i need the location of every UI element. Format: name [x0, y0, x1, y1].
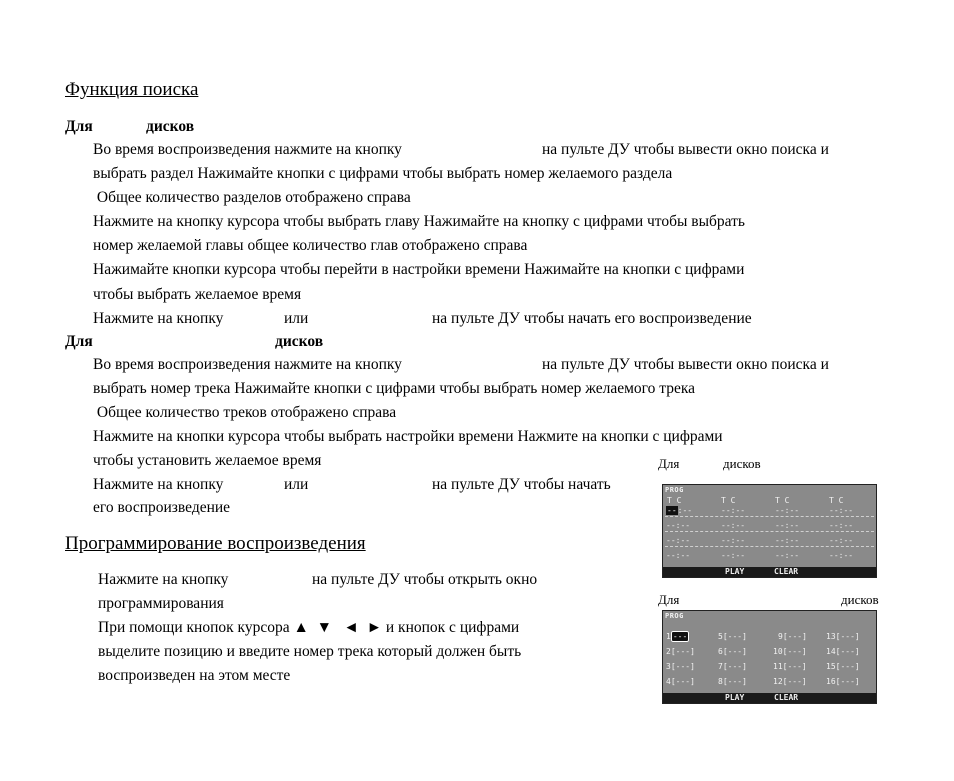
- osd-cell[interactable]: --:--: [829, 551, 854, 560]
- osd-clear-button[interactable]: CLEAR: [774, 567, 799, 576]
- cd-line-1b: на пульте ДУ чтобы вывести окно поиска и: [542, 356, 829, 373]
- cd-line-3: Общее количество треков отображено справа: [93, 404, 397, 421]
- dvd-line-8b: или: [284, 310, 309, 327]
- osd-slot[interactable]: 10[---]: [773, 647, 807, 656]
- osd-slot[interactable]: 9[---]: [778, 632, 807, 641]
- osd-cell[interactable]: --:--: [666, 536, 691, 545]
- osd-clear-button[interactable]: CLEAR: [774, 693, 799, 702]
- osd-cell[interactable]: --:--: [829, 521, 854, 530]
- osd-play-button[interactable]: PLAY: [725, 567, 745, 576]
- osd-cell[interactable]: --:--: [666, 551, 691, 560]
- cd-heading-suffix: дисков: [275, 333, 324, 350]
- osd-slot[interactable]: 7[---]: [718, 662, 747, 671]
- osd-slot[interactable]: 2[---]: [666, 647, 695, 656]
- dvd-line-3: Общее количество разделов отображено справа: [93, 189, 411, 206]
- osd-divider: [665, 546, 874, 547]
- cd-line-5: чтобы установить желаемое время: [93, 452, 322, 469]
- dvd-line-8a: Нажмите на кнопку: [93, 310, 224, 327]
- dvd-line-6: Нажимайте кнопки курсора чтобы перейти в настройки времени Нажимайте на кнопки с цифрами: [93, 261, 745, 278]
- cd-line-2: выбрать номер трека Нажимайте кнопки с цифрами чтобы выбрать номер желаемого трека: [93, 380, 696, 397]
- osd-prog-tag: PROG: [665, 486, 684, 494]
- program-line-1b: на пульте ДУ чтобы открыть окно: [312, 571, 538, 588]
- osd-prog-tag: PROG: [665, 612, 684, 620]
- screen2-caption-prefix: Для: [658, 592, 680, 607]
- osd-slot[interactable]: 11[---]: [773, 662, 807, 671]
- osd-divider: [665, 516, 874, 517]
- osd-col-header: T C: [667, 496, 682, 505]
- program-line-4: выделите позицию и введите номер трека который должен быть: [98, 643, 522, 660]
- osd-cell[interactable]: --:--: [721, 521, 746, 530]
- osd-slot[interactable]: 8[---]: [718, 677, 747, 686]
- dvd-line-2: выбрать раздел Нажимайте кнопки с цифрами чтобы выбрать номер желаемого раздела: [93, 165, 673, 182]
- cd-line-7: его воспроизведение: [93, 499, 231, 516]
- program-osd-screen: [662, 610, 877, 704]
- cd-line-6b: или: [284, 476, 309, 493]
- dvd-line-7: чтобы выбрать желаемое время: [93, 286, 302, 303]
- program-line-5: воспроизведен на этом месте: [98, 667, 291, 684]
- osd-footer-bar: [663, 567, 876, 577]
- program-section-title: Программирование воспроизведения: [65, 533, 366, 554]
- dvd-line-1b: на пульте ДУ чтобы вывести окно поиска и: [542, 141, 829, 158]
- cd-line-4: Нажмите на кнопки курсора чтобы выбрать настройки времени Нажмите на кнопки с цифрами: [93, 428, 723, 445]
- osd-slot-selected[interactable]: 1 ---: [666, 632, 688, 641]
- dvd-heading-prefix: Для: [65, 118, 93, 135]
- osd-cell[interactable]: --:--: [829, 536, 854, 545]
- osd-cell-selected[interactable]: --:--: [667, 506, 693, 515]
- osd-col-header: T C: [829, 496, 844, 505]
- osd-cell[interactable]: --:--: [775, 536, 800, 545]
- search-section-title: Функция поиска: [65, 79, 199, 100]
- osd-slot[interactable]: 3[---]: [666, 662, 695, 671]
- osd-slot[interactable]: 16[---]: [826, 677, 860, 686]
- osd-cell[interactable]: --:--: [721, 536, 746, 545]
- osd-play-button[interactable]: PLAY: [725, 693, 745, 702]
- osd-footer-bar: [663, 693, 876, 703]
- osd-slot[interactable]: 14[---]: [826, 647, 860, 656]
- cd-heading-prefix: Для: [65, 333, 93, 350]
- dvd-line-8c: на пульте ДУ чтобы начать его воспроизведение: [432, 310, 752, 327]
- osd-cell[interactable]: --:--: [775, 521, 800, 530]
- cd-line-6c: на пульте ДУ чтобы начать: [432, 476, 611, 493]
- cd-line-1a: Во время воспроизведения нажмите на кнопку: [93, 356, 402, 373]
- cd-line-6a: Нажмите на кнопку: [93, 476, 224, 493]
- osd-slot[interactable]: 15[---]: [826, 662, 860, 671]
- osd-slot[interactable]: 4[---]: [666, 677, 695, 686]
- screen1-caption-suffix: дисков: [723, 456, 761, 471]
- dvd-heading-suffix: дисков: [146, 118, 195, 135]
- osd-cell[interactable]: --:--: [775, 506, 800, 515]
- dvd-line-5: номер желаемой главы общее количество глав отображено справа: [93, 237, 528, 254]
- osd-cell[interactable]: --:--: [666, 521, 691, 530]
- program-line-2: программирования: [98, 595, 224, 612]
- osd-col-header: T C: [721, 496, 736, 505]
- osd-slot[interactable]: 5[---]: [718, 632, 747, 641]
- osd-slot[interactable]: 12[---]: [773, 677, 807, 686]
- screen2-caption-suffix: дисков: [841, 592, 879, 607]
- osd-slot[interactable]: 6[---]: [718, 647, 747, 656]
- osd-col-header: T C: [775, 496, 790, 505]
- osd-slot[interactable]: 13[---]: [826, 632, 860, 641]
- dvd-line-1a: Во время воспроизведения нажмите на кнопку: [93, 141, 402, 158]
- dvd-line-4: Нажмите на кнопку курсора чтобы выбрать главу Нажимайте на кнопку с цифрами чтобы выбрать: [93, 213, 745, 230]
- program-line-3: При помощи кнопок курсора ▲ ▼ ◄ ► и кнопок с цифрами: [98, 619, 520, 636]
- program-line-1a: Нажмите на кнопку: [98, 571, 229, 588]
- screen1-caption-prefix: Для: [658, 456, 680, 471]
- search-osd-screen: [662, 484, 877, 578]
- osd-cell[interactable]: --:--: [721, 551, 746, 560]
- osd-cell[interactable]: --:--: [721, 506, 746, 515]
- osd-cell[interactable]: --:--: [775, 551, 800, 560]
- osd-cell[interactable]: --:--: [829, 506, 854, 515]
- osd-divider: [665, 531, 874, 532]
